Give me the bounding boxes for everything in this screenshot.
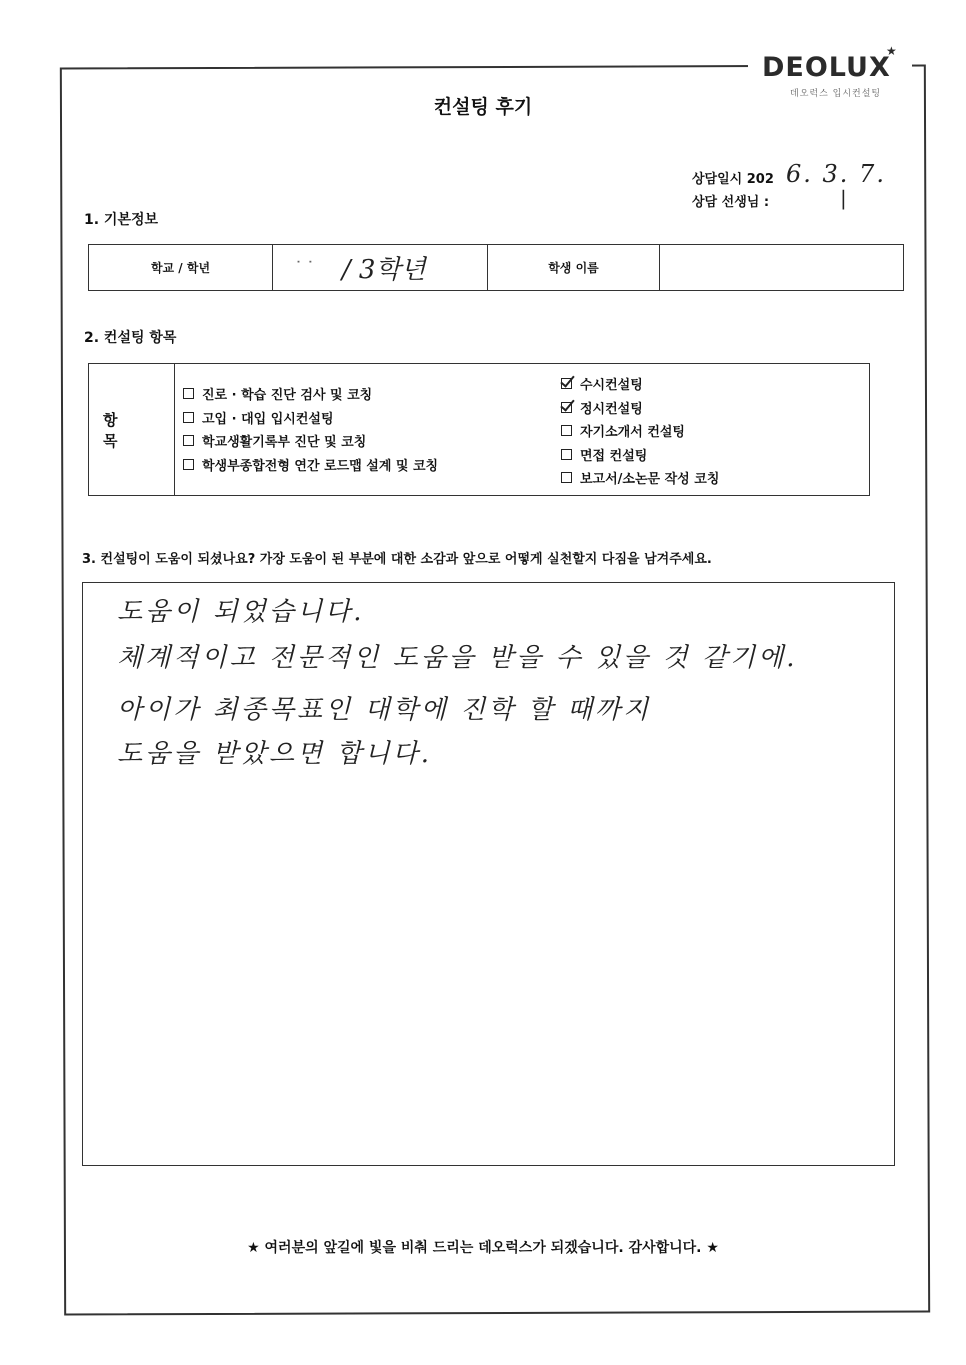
brand-subtitle: 데오럭스 입시컨설팅	[790, 89, 882, 99]
date-label: 상담일시 202	[692, 172, 774, 187]
checkbox[interactable]	[183, 459, 194, 470]
basic-info-table	[88, 244, 904, 291]
school-grade-label: 학교 / 학년	[89, 245, 273, 290]
option-label: 자기소개서 컨설팅	[580, 425, 685, 441]
teacher-label: 상담 선생님 :	[692, 195, 770, 210]
star-icon: ★	[886, 44, 897, 58]
option-roadmap[interactable]	[183, 453, 561, 477]
checkbox-checked[interactable]	[561, 378, 572, 389]
option-essay[interactable]	[561, 419, 869, 443]
brand-logo: DEOLUX	[762, 52, 891, 83]
answer-line: 도움을 받았으면 합니다.	[117, 739, 432, 769]
option-admission[interactable]	[183, 406, 561, 430]
teacher-value[interactable]: |	[840, 186, 847, 210]
option-record[interactable]	[183, 429, 561, 453]
option-label: 수시컨설팅	[580, 378, 643, 394]
option-label: 고입 · 대입 입시컨설팅	[202, 411, 334, 427]
feedback-answer-box[interactable]	[82, 582, 895, 1166]
option-label: 진로 · 학습 진단 검사 및 코칭	[202, 388, 373, 404]
document-title: 컨설팅 후기	[433, 96, 533, 118]
checkbox[interactable]	[561, 449, 572, 460]
answer-line: 도움이 되었습니다.	[117, 597, 365, 627]
right-options	[561, 364, 869, 495]
left-options	[175, 364, 561, 495]
section-basic-info-heading: 1. 기본정보	[84, 212, 159, 228]
grade-value: / 3학년	[341, 255, 426, 285]
checkbox-checked[interactable]	[561, 402, 572, 413]
option-report[interactable]	[561, 466, 869, 490]
option-jeongsi[interactable]	[561, 396, 869, 420]
student-name-field[interactable]	[660, 245, 903, 290]
answer-line: 아이가 최종목표인 대학에 진학 할 때까지	[117, 695, 652, 725]
option-diagnosis[interactable]	[183, 382, 561, 406]
checkbox[interactable]	[561, 472, 572, 483]
checkbox[interactable]	[183, 435, 194, 446]
option-label: 보고서/소논문 작성 코칭	[580, 472, 720, 488]
option-label: 정시컨설팅	[580, 401, 643, 417]
date-value[interactable]: 6. 3. 7.	[786, 160, 886, 188]
option-label: 면접 컨설팅	[580, 448, 648, 464]
school-value: ˙ ˙	[295, 259, 314, 276]
checkbox[interactable]	[183, 412, 194, 423]
consulting-items-table	[88, 363, 870, 496]
section-feedback-heading: 3. 컨설팅이 도움이 되셨나요? 가장 도움이 된 부분에 대한 소감과 앞으로 어떻게 실천할지 다짐을 남겨주세요.	[82, 552, 712, 567]
student-name-label: 학생 이름	[488, 245, 660, 290]
checkbox[interactable]	[183, 388, 194, 399]
items-row-label: 항 목	[89, 364, 175, 495]
option-interview[interactable]	[561, 443, 869, 467]
section-items-heading: 2. 컨설팅 항목	[84, 330, 177, 346]
footer-message: ★ 여러분의 앞길에 빛을 비춰 드리는 데오럭스가 되겠습니다. 감사합니다. ★	[247, 1240, 719, 1256]
answer-line: 체계적이고 전문적인 도움을 받을 수 있을 것 같기에.	[117, 643, 798, 673]
school-grade-field[interactable]	[273, 245, 488, 290]
option-susi[interactable]	[561, 372, 869, 396]
option-label: 학생부종합전형 연간 로드맵 설계 및 코칭	[202, 458, 439, 474]
checkbox[interactable]	[561, 425, 572, 436]
option-label: 학교생활기록부 진단 및 코칭	[202, 435, 367, 451]
